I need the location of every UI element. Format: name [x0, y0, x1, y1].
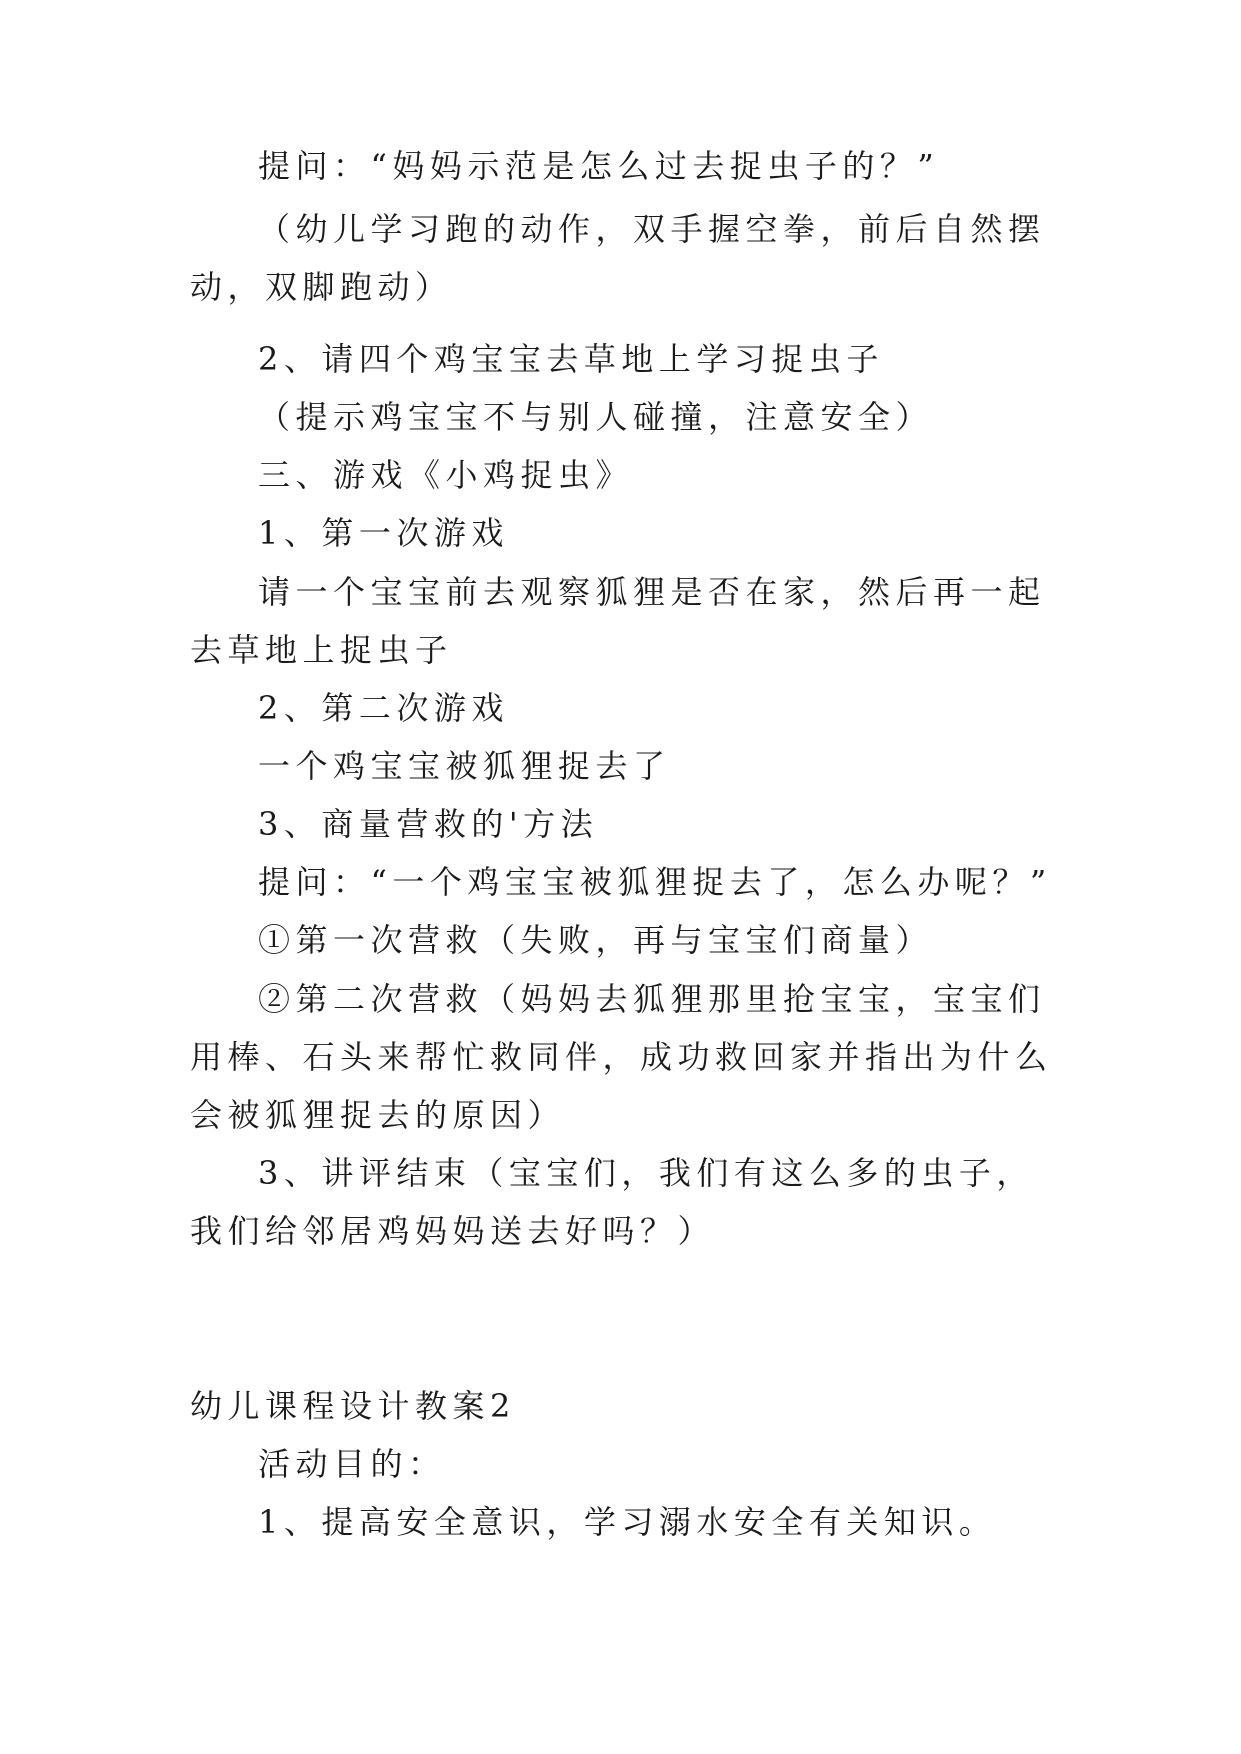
- purpose-item-1: 1、提高安全意识，学习溺水安全有关知识。: [258, 1503, 997, 1541]
- chick-caught-line: 一个鸡宝宝被狐狸捉去了: [258, 747, 671, 785]
- paragraph-review-end: 3、讲评结束（宝宝们，我们有这么多的虫子，我们给邻居鸡妈妈送去好吗？）: [190, 1154, 1034, 1250]
- step-2-line: 2、请四个鸡宝宝去草地上学习捉虫子: [258, 340, 884, 378]
- first-game-line: 1、第一次游戏: [258, 514, 509, 552]
- paragraph-running-actions: （幼儿学习跑的动作，双手握空拳，前后自然摆动，双脚跑动）: [190, 210, 1046, 306]
- safety-note-line: （提示鸡宝宝不与别人碰撞，注意安全）: [258, 398, 934, 436]
- question-line-1: 提问：“妈妈示范是怎么过去捉虫子的？”: [258, 147, 940, 185]
- question-line-2: 提问：“一个鸡宝宝被狐狸捉去了，怎么办呢？”: [258, 863, 1052, 901]
- paragraph-observe-fox: 请一个宝宝前去观察狐狸是否在家，然后再一起去草地上捉虫子: [190, 573, 1046, 669]
- first-rescue-line: ①第一次营救（失败，再与宝宝们商量）: [258, 921, 934, 959]
- activity-purpose-heading: 活动目的：: [258, 1445, 446, 1483]
- rescue-method-line: 3、商量营救的'方法: [258, 805, 599, 843]
- section-three-heading: 三、游戏《小鸡捉虫》: [258, 456, 634, 494]
- second-game-line: 2、第二次游戏: [258, 689, 509, 727]
- section-title: 幼儿课程设计教案2: [190, 1387, 516, 1425]
- paragraph-second-rescue: ②第二次营救（妈妈去狐狸那里抢宝宝，宝宝们用棒、石头来帮忙救同伴，成功救回家并指出为什么会被狐狸捉去的原因）: [190, 980, 1053, 1134]
